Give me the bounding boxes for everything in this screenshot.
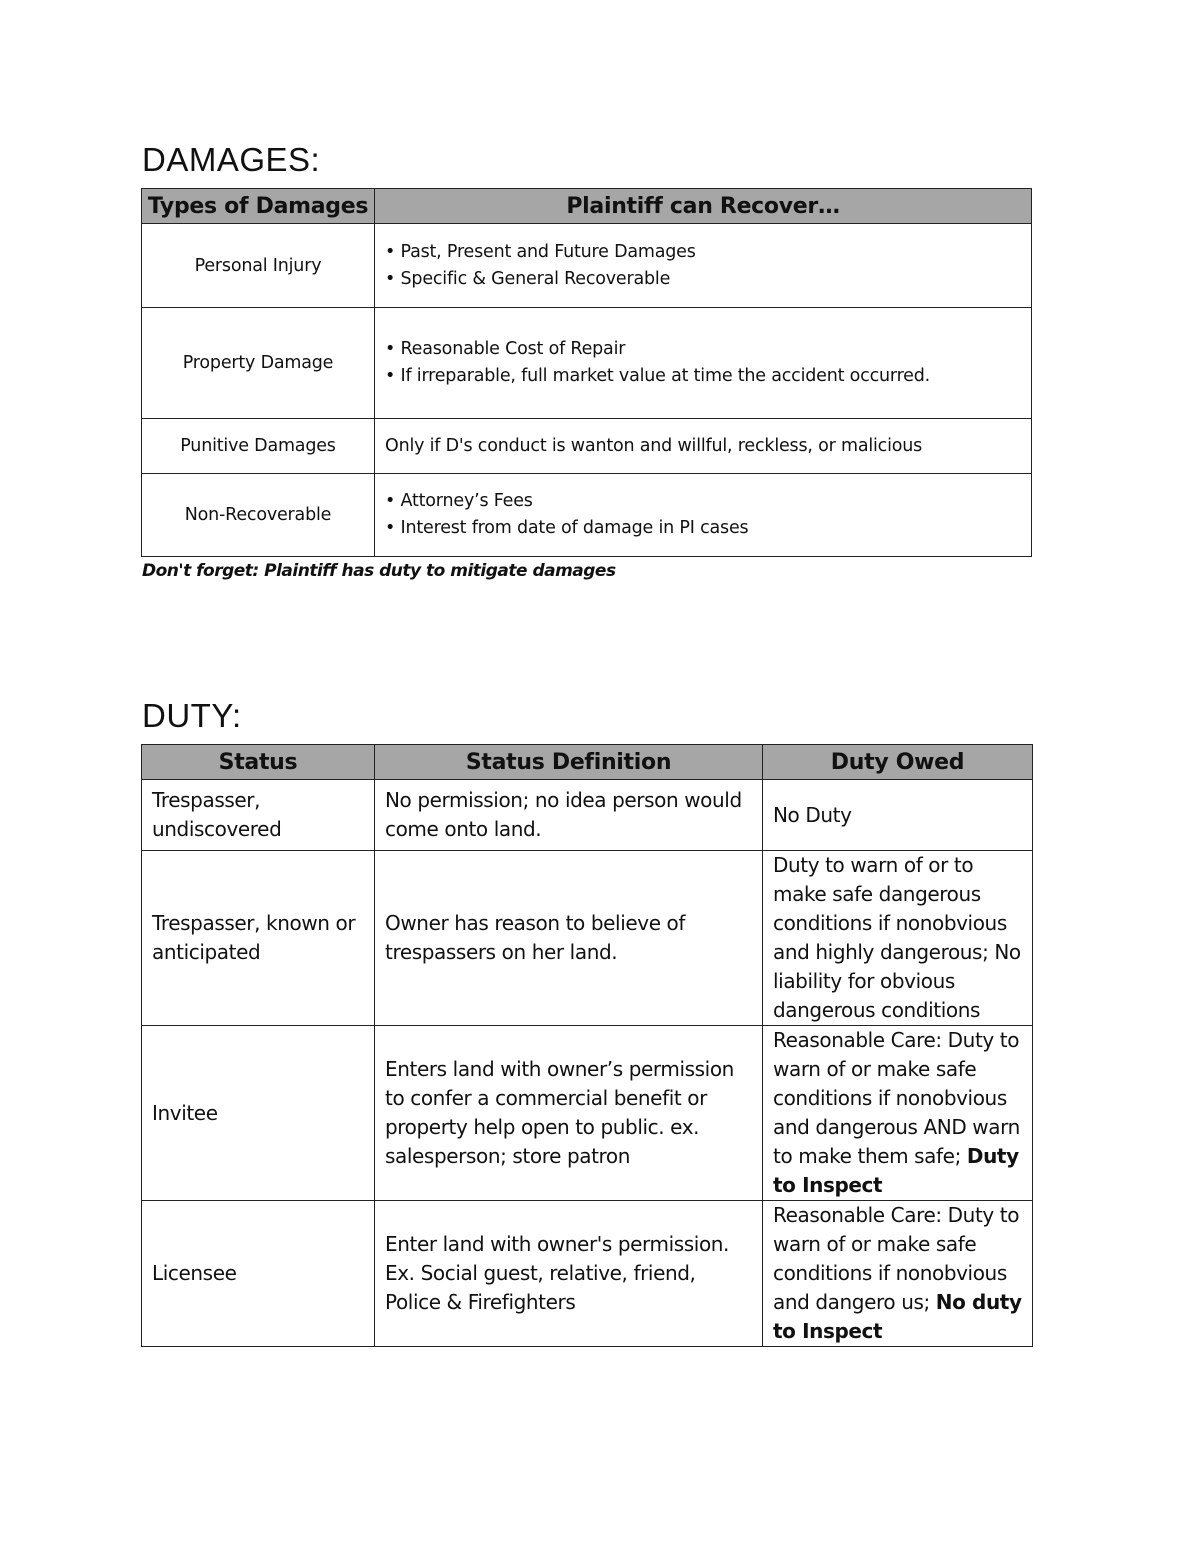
damage-type: Punitive Damages: [142, 419, 375, 474]
damages-heading: DAMAGES:: [142, 141, 321, 178]
status-cell: Trespasser, known or anticipated: [142, 851, 375, 1026]
duty-heading: DUTY:: [142, 697, 242, 734]
definition-cell: Owner has reason to believe of trespassers on her land.: [375, 851, 763, 1026]
table-row: [142, 308, 1032, 419]
duty-owed-cell: [763, 1201, 1033, 1347]
table-row: [142, 1201, 1033, 1347]
column-header-definition: Status Definition: [375, 745, 763, 780]
recover-cell: [375, 474, 1032, 557]
column-header-duty-owed: Duty Owed: [763, 745, 1033, 780]
table-row: [142, 224, 1032, 308]
recover-item: • Past, Present and Future Damages: [385, 239, 1031, 266]
table-row: [142, 474, 1032, 557]
recover-item: • Attorney’s Fees: [385, 488, 1031, 515]
column-header-recover: Plaintiff can Recover…: [375, 189, 1032, 224]
damage-type: Personal Injury: [142, 224, 375, 308]
definition-cell: Enter land with owner's permission. Ex. Social guest, relative, friend, Police & Firefighters: [375, 1201, 763, 1347]
duty-owed-cell: [763, 1026, 1033, 1201]
duty-table: [141, 744, 1033, 1347]
recover-cell: [375, 224, 1032, 308]
duty-owed-text: Reasonable Care: Duty to warn of or make safe conditions if nonobvious and dangero us;: [773, 1203, 1020, 1314]
recover-item: • Reasonable Cost of Repair: [385, 336, 1031, 363]
recover-item: • Specific & General Recoverable: [385, 266, 1031, 293]
duty-owed-cell: Duty to warn of or to make safe dangerous conditions if nonobvious and highly dangerous; No liability for obvious dangerous conditions: [763, 851, 1033, 1026]
recover-item: • If irreparable, full market value at time the accident occurred.: [385, 363, 1031, 390]
table-row: [142, 1026, 1033, 1201]
table-row: [142, 419, 1032, 474]
duty-owed-bold-text: Duty to Inspect: [773, 1144, 1019, 1197]
duty-owed-cell: No Duty: [763, 780, 1033, 851]
table-header-row: [142, 745, 1033, 780]
table-header-row: [142, 189, 1032, 224]
recover-item: • Interest from date of damage in PI cases: [385, 515, 1031, 542]
definition-cell: Enters land with owner’s permission to confer a commercial benefit or property help open to public. ex. salesperson; store patron: [375, 1026, 763, 1201]
status-cell: Licensee: [142, 1201, 375, 1347]
recover-cell: [375, 308, 1032, 419]
definition-cell: No permission; no idea person would come onto land.: [375, 780, 763, 851]
damages-table: [141, 188, 1032, 557]
duty-owed-bold-text: No duty to Inspect: [773, 1290, 1022, 1343]
damages-note: Don't forget: Plaintiff has duty to mitigate damages: [142, 561, 616, 581]
duty-owed-text: Reasonable Care: Duty to warn of or make safe conditions if nonobvious and dangerous AND warn to make them safe;: [773, 1028, 1020, 1168]
table-row: [142, 851, 1033, 1026]
table-row: [142, 780, 1033, 851]
column-header-status: Status: [142, 745, 375, 780]
damage-type: Non-Recoverable: [142, 474, 375, 557]
status-cell: Trespasser, undiscovered: [142, 780, 375, 851]
column-header-types: Types of Damages: [142, 189, 375, 224]
damage-type: Property Damage: [142, 308, 375, 419]
status-cell: Invitee: [142, 1026, 375, 1201]
recover-cell: Only if D's conduct is wanton and willful, reckless, or malicious: [375, 419, 1032, 474]
